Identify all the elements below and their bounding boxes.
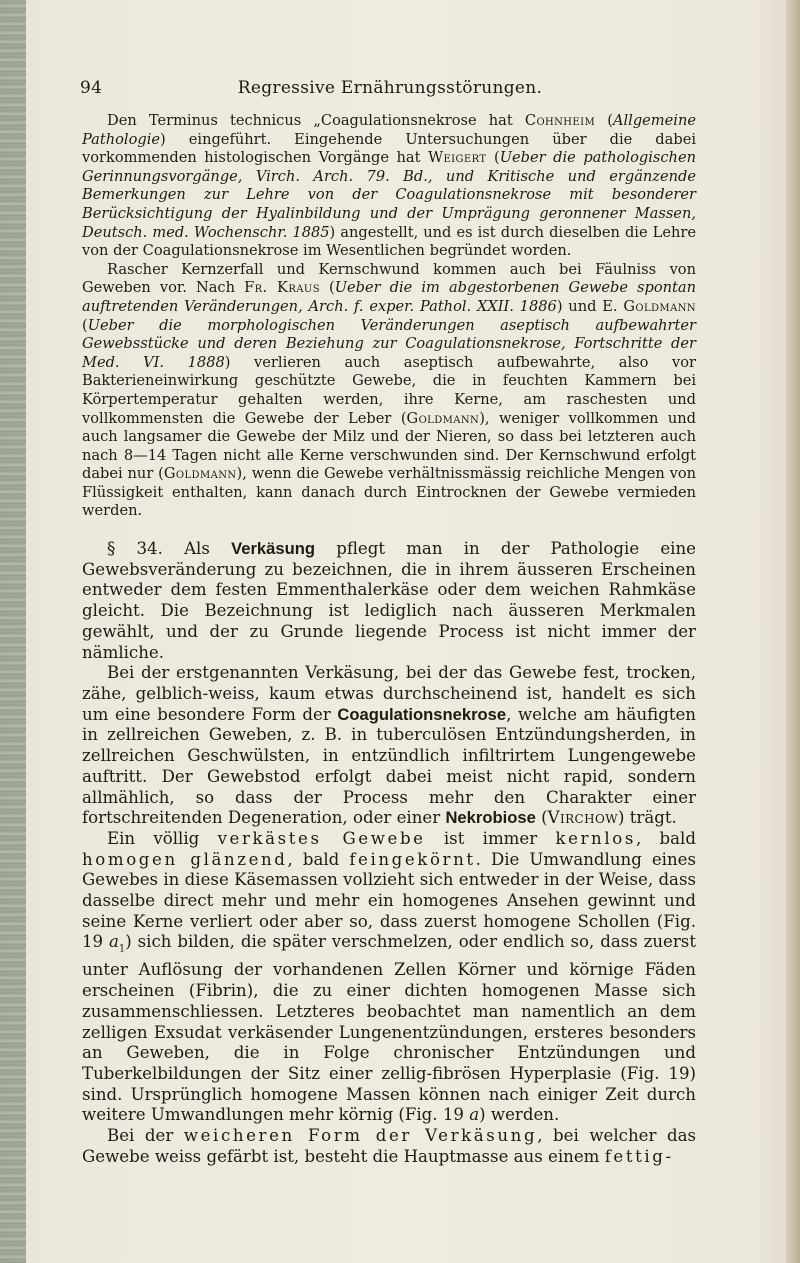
figure-ref-subscript: 1 [118,943,126,955]
paragraph-weichere-form: Bei der weicheren Form der Verkäsung, bei welcher das Gewebe weiss gefärbt ist, besteht die Hauptmasse aus einem fettig- [82,1126,697,1166]
section-gap [82,521,696,539]
spaced-emphasis: homogen glänzend [82,849,288,869]
paragraph-erstgenannte-verkaesung: Bei der erstgenannten Verkäsung, bei der das Gewebe fest, trocken, zähe, gelblich-weiss, kaum etwas durchscheinend ist, handelt es sich um eine besondere Form der Coagulationsnekrose, welche am häufigten in zellreichen Geweben, z. B. in tuberculösen Entzündungsherden, in zellreichen Geschwülsten, in entzündlich infiltrirtem Lungengewebe auftritt. Der Gewebstod erfolgt dabei meist nicht rapid, sondern allmählich, so dass der Process mehr den Charakter einer fortschreitenden Degeneration, oder einer Nekrobiose (Virchow) trägt. [82,663,696,828]
author-name: Cohnheim [524,112,596,129]
page-edge [786,0,800,1263]
figure-ref-letter: a [469,1105,480,1125]
page-header [80,78,700,104]
author-name: Goldmann [623,297,696,315]
spaced-emphasis: fettig- [604,1146,674,1166]
running-head: Regressive Ernährungsstörungen. [237,78,543,98]
citation: Ueber die im abgestorbenen Gewebe spontan auftretenden Veränderungen, Arch. f. exper. Pathol. XXII. 1886 [82,279,696,315]
spaced-emphasis: verkästes Gewebe [217,828,426,848]
spaced-emphasis: kernlos [555,828,636,848]
author-name: Fr. Kraus [244,279,320,297]
keyword-nekrobiose: Nekrobiose [445,808,536,828]
citation: Allgemeine Pathologie [82,112,696,148]
keyword-verkaesung: Verkäsung [231,539,316,559]
author-name: Goldmann [406,409,480,427]
small-print-section [82,112,696,521]
keyword-coagulationsnekrose: Coagulationsnekrose [337,704,507,724]
body-text [82,112,696,1167]
citation: Ueber die pathologischen Gerinnungsvorgänge, Virch. Arch. 79. Bd., und Kritische und ergänzende Bemerkungen zur Lehre von der Coagulationsnekrose mit besonderer Berücksichtigung der Hyalinbildung und der Umprägung geronnener Massen, Deutsch. med. Wochenschr. 1885 [82,149,696,241]
binding-edge [0,0,26,1263]
paragraph-section-34: § 34. Als Verkäsung pflegt man in der Pathologie eine Gewebsveränderung zu bezeichnen, die in ihrem äusseren Erscheinen entweder dem festen Emmenthalerkäse oder dem weichen Rahmkäse gleicht. Die Bezeichnung ist lediglich nach äusseren Merkmalen gewählt, und der zu Grunde liegende Process ist nicht immer der nämliche. [82,539,696,662]
page-number: 94 [80,78,103,98]
spaced-emphasis: feingekörnt [349,849,476,869]
author-name: Virchow [547,808,618,828]
paragraph-coagulation-terminus: Den Terminus technicus „Coagulationsnekrose hat Cohnheim (Allgemeine Pathologie) eingeführt. Eingehende Untersuchungen über die dabei vorkommenden histologischen Vorgänge hat Weigert (Ueber die pathologischen Gerinnungsvorgänge, Virch. Arch. 79. Bd., und Kritische und ergänzende Bemerkungen zur Lehre von der Coagulationsnekrose mit besonderer Berücksichtigung der Hyalinbildung und der Umprägung geronnener Massen, Deutsch. med. Wochenschr. 1885) angestellt, und es ist durch dieselben die Lehre von der Coagulationsnekrose im Wesentlichen begründet worden. [82,112,696,260]
main-print-section [82,539,696,1167]
paragraph-kernzerfall: Rascher Kernzerfall und Kernschwund kommen auch bei Fäulniss von Geweben vor. Nach Fr. Kraus (Ueber die im abgestorbenen Gewebe spontan auftretenden Veränderungen, Arch. f. exper. Pathol. XXII. 1886) und E. Goldmann (Ueber die morphologischen Veränderungen aseptisch aufbewahrter Gewebsstücke und deren Beziehung zur Coagulationsnekrose, Fortschritte der Med. VI. 1888) verlieren auch aseptisch aufbewahrte, also vor Bakterieneinwirkung geschützte Gewebe, die in feuchten Kammern bei Körpertemperatur gehalten werden, ihre Kerne, am raschesten und vollkommensten die Gewebe der Leber (Goldmann), weniger vollkommen und auch langsamer die Gewebe der Milz und der Nieren, so dass bei letzteren auch nach 8—14 Tagen nicht alle Kerne verschwunden sind. Der Kernschwund erfolgt dabei nur (Goldmann), wenn die Gewebe verhältnissmässig reichliche Mengen von Flüssigkeit enthalten, kann danach durch Eintrocknen der Gewebe vermieden werden. [82,260,697,520]
citation: Ueber die morphologischen Veränderungen aseptisch aufbewahrter Gewebsstücke und deren Beziehung zur Coagulationsnekrose, Fortschritte der Med. VI. 1888 [82,316,696,371]
spaced-emphasis: weicheren Form der Verkäsung [183,1126,538,1146]
figure-ref-letter: a [109,932,119,952]
author-name: Goldmann [163,465,237,483]
paragraph-verkaestes-gewebe: Ein völlig verkästes Gewebe ist immer kernlos, bald homogen glänzend, bald feingekörnt. Die Umwandlung eines Gewebes in diese Käsemassen vollzieht sich entweder in der Weise, dass dasselbe direct mehr und mehr ein homogenes Ansehen gewinnt und seine Kerne verliert oder aber so, dass zuerst homogene Schollen (Fig. 19 $a_1$) sich bilden, die später verschmelzen, oder endlich so, dass zuerst unter Auflösung der vorhandenen Zellen Körner und körnige Fäden erscheinen (Fibrin), die zu einer dichten homogenen Masse sich zusammenschliessen. Letzteres beobachtet man namentlich an dem zelligen Exsudat verkäsender Lungenentzündungen, ersteres besonders an Geweben, die in Folge chronischer Entzündungen und Tuberkelbildungen der Sitz einer zellig-fibrösen Hyperplasie (Fig. 19) sind. Ursprünglich homogene Massen können nach einiger Zeit durch weitere Umwandlungen mehr körnig (Fig. 19 a) werden. [82,828,696,1125]
author-name: Weigert [428,149,487,167]
